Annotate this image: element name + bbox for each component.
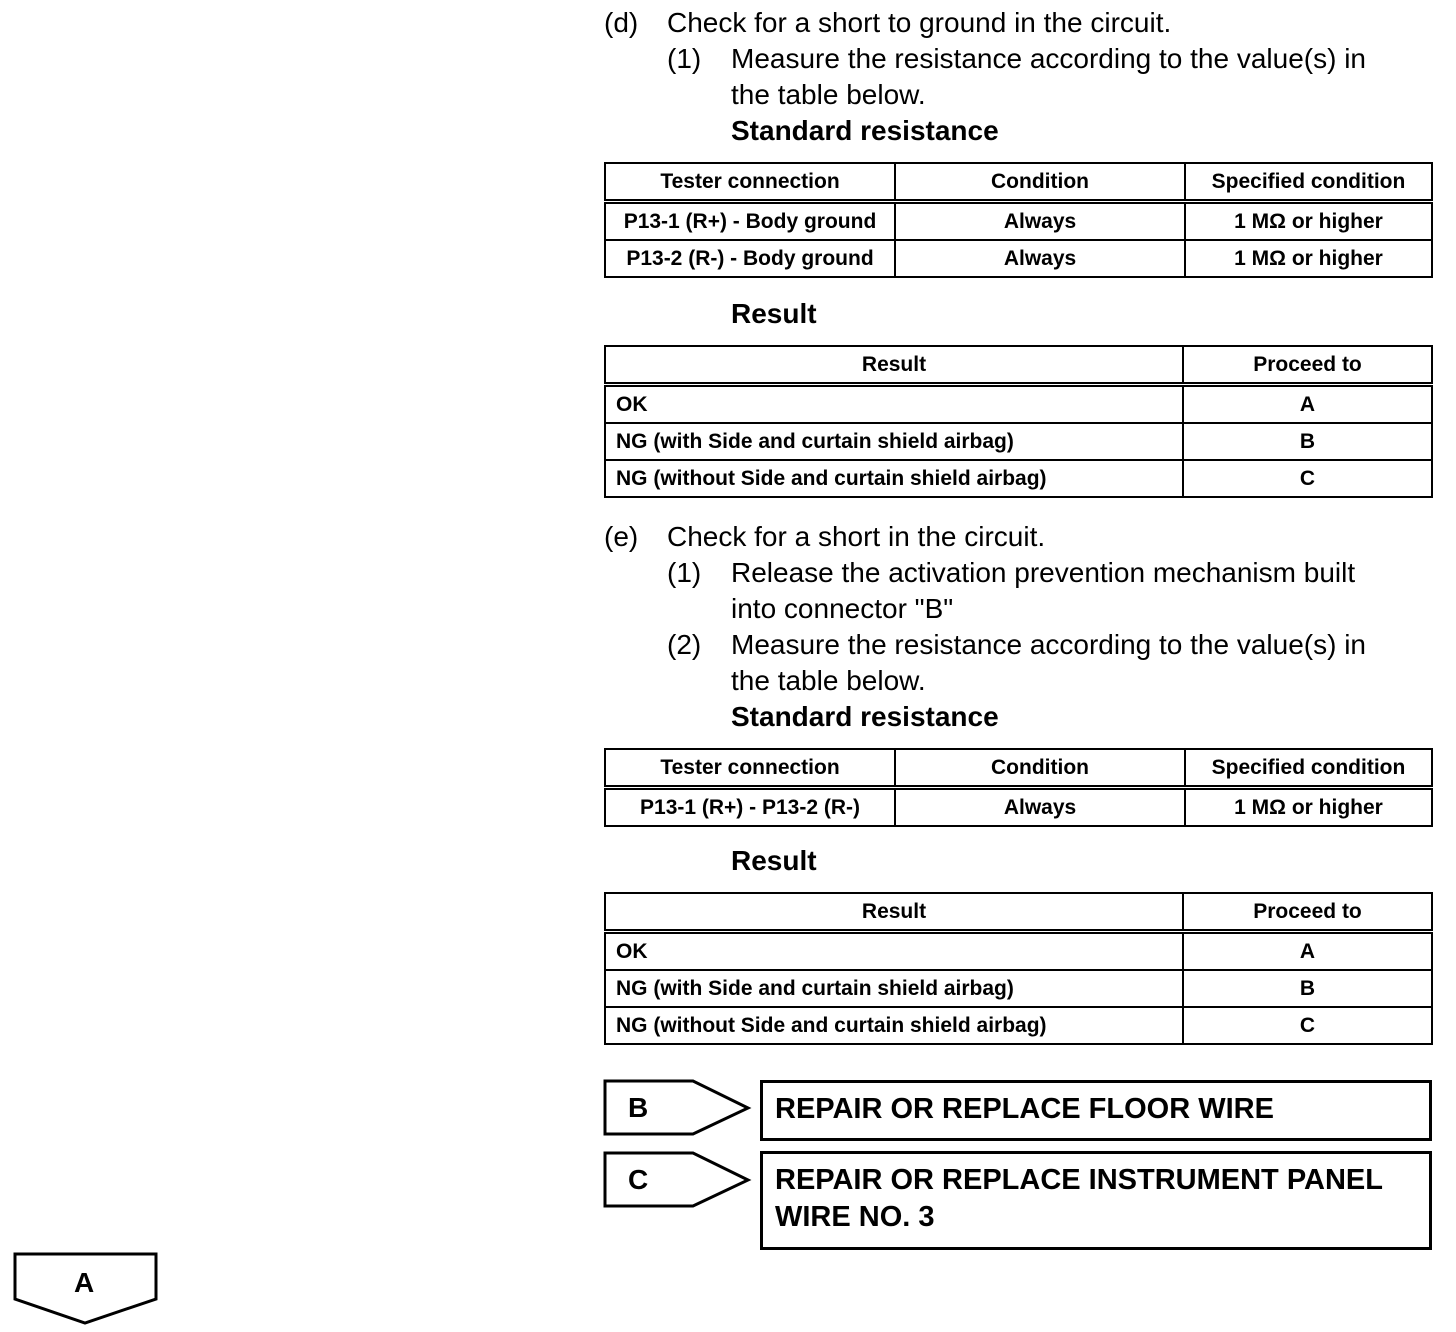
arrow-c-label: C [628, 1164, 649, 1195]
step-d-sub1-line2: the table below. [731, 79, 926, 110]
cell-proceed-to: C [1183, 1007, 1432, 1044]
step-e-text: Check for a short in the circuit. [667, 521, 1046, 552]
cell-specified-condition: 1 MΩ or higher [1185, 788, 1432, 827]
table-header-row [605, 163, 1432, 202]
table-row [605, 460, 1432, 497]
step-d-sub1-line1: Measure the resistance according to the value(s) in [731, 43, 1366, 74]
table-row [605, 932, 1432, 971]
action-b-text: REPAIR OR REPLACE FLOOR WIRE [775, 1093, 1274, 1125]
cell-specified-condition: 1 MΩ or higher [1185, 202, 1432, 241]
step-e-sub1-marker: (1) [667, 557, 702, 588]
cell-condition: Always [895, 788, 1185, 827]
header-tester-connection: Tester connection [605, 163, 895, 202]
cell-result: NG (without Side and curtain shield airbag) [605, 460, 1183, 497]
cell-proceed-to: B [1183, 970, 1432, 1007]
step-e-sub1-line1: Release the activation prevention mechanism built [731, 557, 1356, 588]
step-d-marker: (d) [604, 7, 639, 38]
step-e-sub1-line2: into connector "B" [731, 593, 954, 624]
arrow-b-label: B [628, 1092, 649, 1123]
cell-specified-condition: 1 MΩ or higher [1185, 240, 1432, 277]
step-e-result-heading: Result [731, 845, 817, 876]
cell-result: OK [605, 385, 1183, 424]
header-proceed-to: Proceed to [1183, 893, 1432, 932]
header-result: Result [605, 893, 1183, 932]
step-d-text: Check for a short to ground in the circuit. [667, 7, 1172, 38]
action-box-c [760, 1151, 1432, 1250]
table-header-row [605, 749, 1432, 788]
step-e-marker: (e) [604, 521, 639, 552]
header-condition: Condition [895, 749, 1185, 788]
action-c-text-line2: WIRE NO. 3 [775, 1201, 935, 1233]
step-d-standard-heading: Standard resistance [731, 115, 999, 146]
step-e-resistance-table [604, 748, 1433, 827]
cell-proceed-to: B [1183, 423, 1432, 460]
cell-result: NG (with Side and curtain shield airbag) [605, 970, 1183, 1007]
cell-condition: Always [895, 240, 1185, 277]
cell-proceed-to: A [1183, 385, 1432, 424]
table-row [605, 970, 1432, 1007]
step-e-sub2-line1: Measure the resistance according to the value(s) in [731, 629, 1366, 660]
step-e-standard-heading: Standard resistance [731, 701, 999, 732]
table-row [605, 788, 1432, 827]
step-e-result-table [604, 892, 1433, 1045]
header-result: Result [605, 346, 1183, 385]
table-header-row [605, 893, 1432, 932]
table-row [605, 202, 1432, 241]
arrow-c-icon [603, 1151, 753, 1209]
step-d-resistance-table [604, 162, 1433, 278]
step-d-sub1-marker: (1) [667, 43, 702, 74]
step-d-result-table [604, 345, 1433, 498]
cell-tester-connection: P13-1 (R+) - Body ground [605, 202, 895, 241]
step-d-result-heading: Result [731, 298, 817, 329]
header-condition: Condition [895, 163, 1185, 202]
action-c-text-line1: REPAIR OR REPLACE INSTRUMENT PANEL [775, 1164, 1383, 1196]
step-e-sub2-marker: (2) [667, 629, 702, 660]
header-specified-condition: Specified condition [1185, 163, 1432, 202]
cell-condition: Always [895, 202, 1185, 241]
step-e-sub2-line2: the table below. [731, 665, 926, 696]
cell-proceed-to: A [1183, 932, 1432, 971]
cell-result: OK [605, 932, 1183, 971]
table-row [605, 1007, 1432, 1044]
table-row [605, 385, 1432, 424]
table-header-row [605, 346, 1432, 385]
header-specified-condition: Specified condition [1185, 749, 1432, 788]
header-proceed-to: Proceed to [1183, 346, 1432, 385]
cell-result: NG (without Side and curtain shield airbag) [605, 1007, 1183, 1044]
table-row [605, 423, 1432, 460]
arrow-b-icon [603, 1079, 753, 1137]
cell-tester-connection: P13-1 (R+) - P13-2 (R-) [605, 788, 895, 827]
cell-tester-connection: P13-2 (R-) - Body ground [605, 240, 895, 277]
table-row [605, 240, 1432, 277]
cell-proceed-to: C [1183, 460, 1432, 497]
action-box-b [760, 1080, 1432, 1141]
continue-arrow-a-label: A [74, 1267, 95, 1298]
cell-result: NG (with Side and curtain shield airbag) [605, 423, 1183, 460]
header-tester-connection: Tester connection [605, 749, 895, 788]
